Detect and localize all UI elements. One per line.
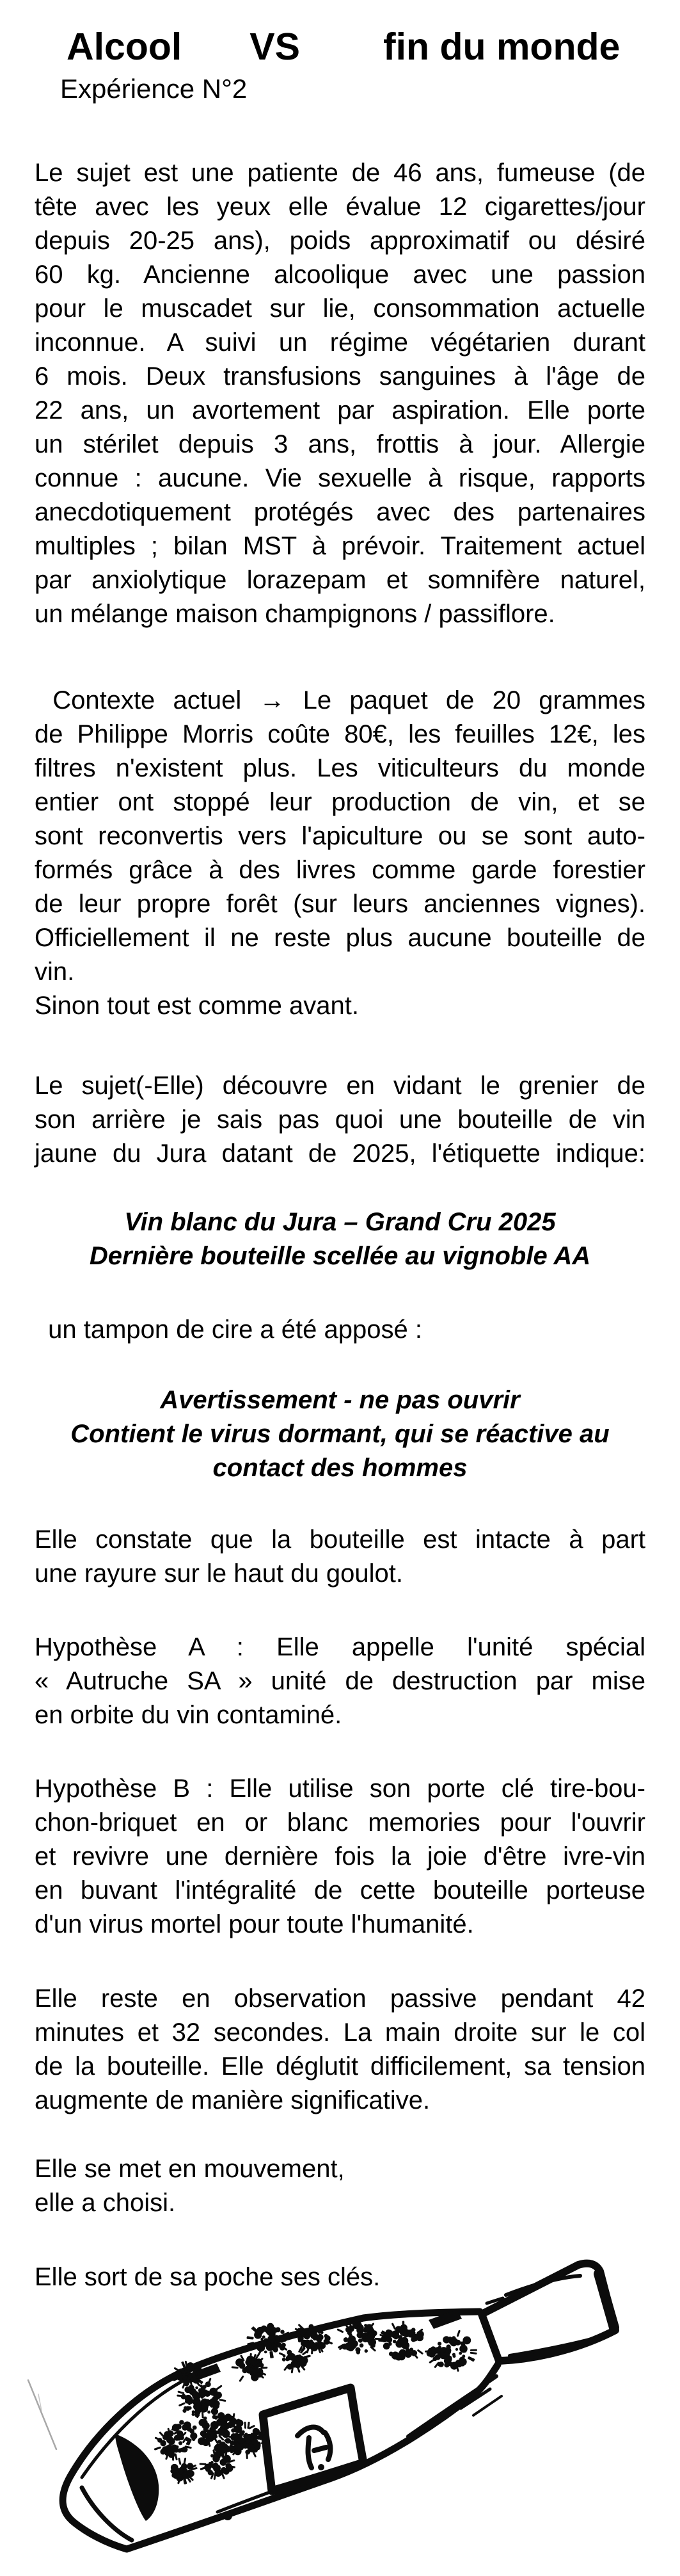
text-line: 60 kg. Ancienne alcoolique avec une passion: [35, 261, 645, 289]
text-line: Elle sort de sa poche ses clés.: [35, 2263, 381, 2291]
text-line: Le sujet est une patiente de 46 ans, fumeuse (de: [35, 159, 645, 187]
text-line: Dernière bouteille scellée au vignoble AA: [89, 1242, 591, 1270]
text-line: formés grâce à des livres comme garde forestier: [35, 856, 645, 884]
text-line: Contient le virus dormant, qui se réactive au: [70, 1420, 610, 1448]
paragraph-hypothese-a: [35, 1630, 645, 1732]
text-line: et revivre une dernière fois la joie d'être ivre-vin: [35, 1842, 645, 1871]
wine-bottle-illustration: [26, 2241, 640, 2576]
text-line: un stérilet depuis 3 ans, frottis à jour. Allergie: [35, 430, 645, 458]
paragraph-discovery: [35, 1069, 645, 1171]
text-line: elle a choisi.: [35, 2189, 176, 2217]
stray-pencil-line: [28, 2380, 56, 2449]
paragraph-context: [35, 684, 645, 1023]
text-line: jaune du Jura datant de 2025, l'étiquette indique:: [35, 1139, 645, 1168]
text-line: chon-briquet en or blanc memories pour l'ouvrir: [35, 1808, 645, 1837]
text-line: Elle se met en mouvement,: [35, 2155, 345, 2183]
text-line: multiples ; bilan MST à prévoir. Traitement actuel: [35, 532, 645, 560]
paragraph-decision: [35, 2152, 645, 2220]
text-line: de Philippe Morris coûte 80€, les feuilles 12€, les: [35, 720, 645, 748]
paragraph-observation: [35, 1982, 645, 2118]
text-line: 22 ans, un avortement par aspiration. Elle porte: [35, 396, 645, 424]
text-line: augmente de manière significative.: [35, 2086, 431, 2114]
ink-dot: [223, 2511, 232, 2520]
title-word-fin-du-monde: fin du monde: [383, 26, 621, 68]
text-line: Officiellement il ne reste plus aucune bouteille de: [35, 924, 645, 952]
text-line: depuis 20-25 ans), poids approximatif ou désiré: [35, 227, 645, 255]
text-line: vin.: [35, 958, 75, 986]
text-line: Le sujet(-Elle) découvre en vidant le grenier de: [35, 1072, 645, 1100]
paragraph-hypothese-b: [35, 1772, 645, 1942]
text-line: tête avec les yeux elle évalue 12 cigarettes/jour: [35, 193, 645, 221]
text-line: son arrière je sais pas quoi une bouteille de vin: [35, 1106, 645, 1134]
text-line: entier ont stoppé leur production de vin, et se: [35, 788, 645, 816]
text-line: de leur propre forêt (sur leurs anciennes vignes).: [35, 890, 645, 918]
text-line: un tampon de cire a été apposé :: [41, 1316, 422, 1344]
text-line: par anxiolytique lorazepam et somnifère naturel,: [35, 566, 645, 594]
paragraph-inspection: [35, 1523, 645, 1591]
title-word-alcool: Alcool: [67, 26, 182, 68]
text-line: Hypothèse A : Elle appelle l'unité spécial: [35, 1633, 645, 1661]
subtitle-experience-number: Expérience N°2: [60, 74, 248, 104]
text-line: connue : aucune. Vie sexuelle à risque, rapports: [35, 464, 645, 492]
text-line: inconnue. A suivi un régime végétarien durant: [35, 328, 645, 357]
text-line: Elle constate que la bouteille est intacte à part: [35, 1525, 645, 1554]
wax-stamp-intro: [35, 1313, 645, 1347]
text-line: contact des hommes: [212, 1454, 468, 1482]
text-line: en buvant l'intégralité de cette bouteille porteuse: [35, 1876, 645, 1904]
text-line: Avertissement - ne pas ouvrir: [160, 1386, 520, 1414]
text-line: « Autruche SA » unité de destruction par mise: [35, 1667, 645, 1695]
text-line: pour le muscadet sur lie, consommation actuelle: [35, 294, 645, 323]
page-title: [35, 0, 645, 69]
text-line: Contexte actuel → Le paquet de 20 grammes: [35, 686, 645, 714]
text-line: minutes et 32 secondes. La main droite sur le col: [35, 2018, 645, 2047]
text-line: de la bouteille. Elle déglutit difficilement, sa tension: [35, 2052, 645, 2081]
text-line: 6 mois. Deux transfusions sanguines à l'âge de: [35, 362, 645, 390]
bottle-label: [263, 2388, 363, 2491]
text-line: Vin blanc du Jura – Grand Cru 2025: [124, 1208, 556, 1236]
text-line: Hypothèse B : Elle utilise son porte clé tire-bou-: [35, 1775, 645, 1803]
warning-stamp-text: [35, 1383, 645, 1485]
text-line: Elle reste en observation passive pendant 42: [35, 1984, 645, 2013]
text-line: d'un virus mortel pour toute l'humanité.: [35, 1910, 474, 1938]
text-line: anecdotiquement protégés avec des partenaires: [35, 498, 645, 526]
text-line: une rayure sur le haut du goulot.: [35, 1559, 403, 1588]
wine-label-text: [35, 1205, 645, 1273]
title-word-vs: VS: [249, 26, 301, 68]
text-line: en orbite du vin contaminé.: [35, 1701, 342, 1729]
paragraph-patient-profile: [35, 156, 645, 631]
text-line: Sinon tout est comme avant.: [35, 992, 359, 1020]
ink-blob: [115, 2434, 159, 2521]
text-line: sont reconvertis vers l'apiculture ou se sont auto-: [35, 822, 645, 850]
text-line: un mélange maison champignons / passiflore.: [35, 600, 555, 628]
text-line: filtres n'existent plus. Les viticulteurs du monde: [35, 754, 645, 782]
bottle-neck: [482, 2264, 615, 2361]
